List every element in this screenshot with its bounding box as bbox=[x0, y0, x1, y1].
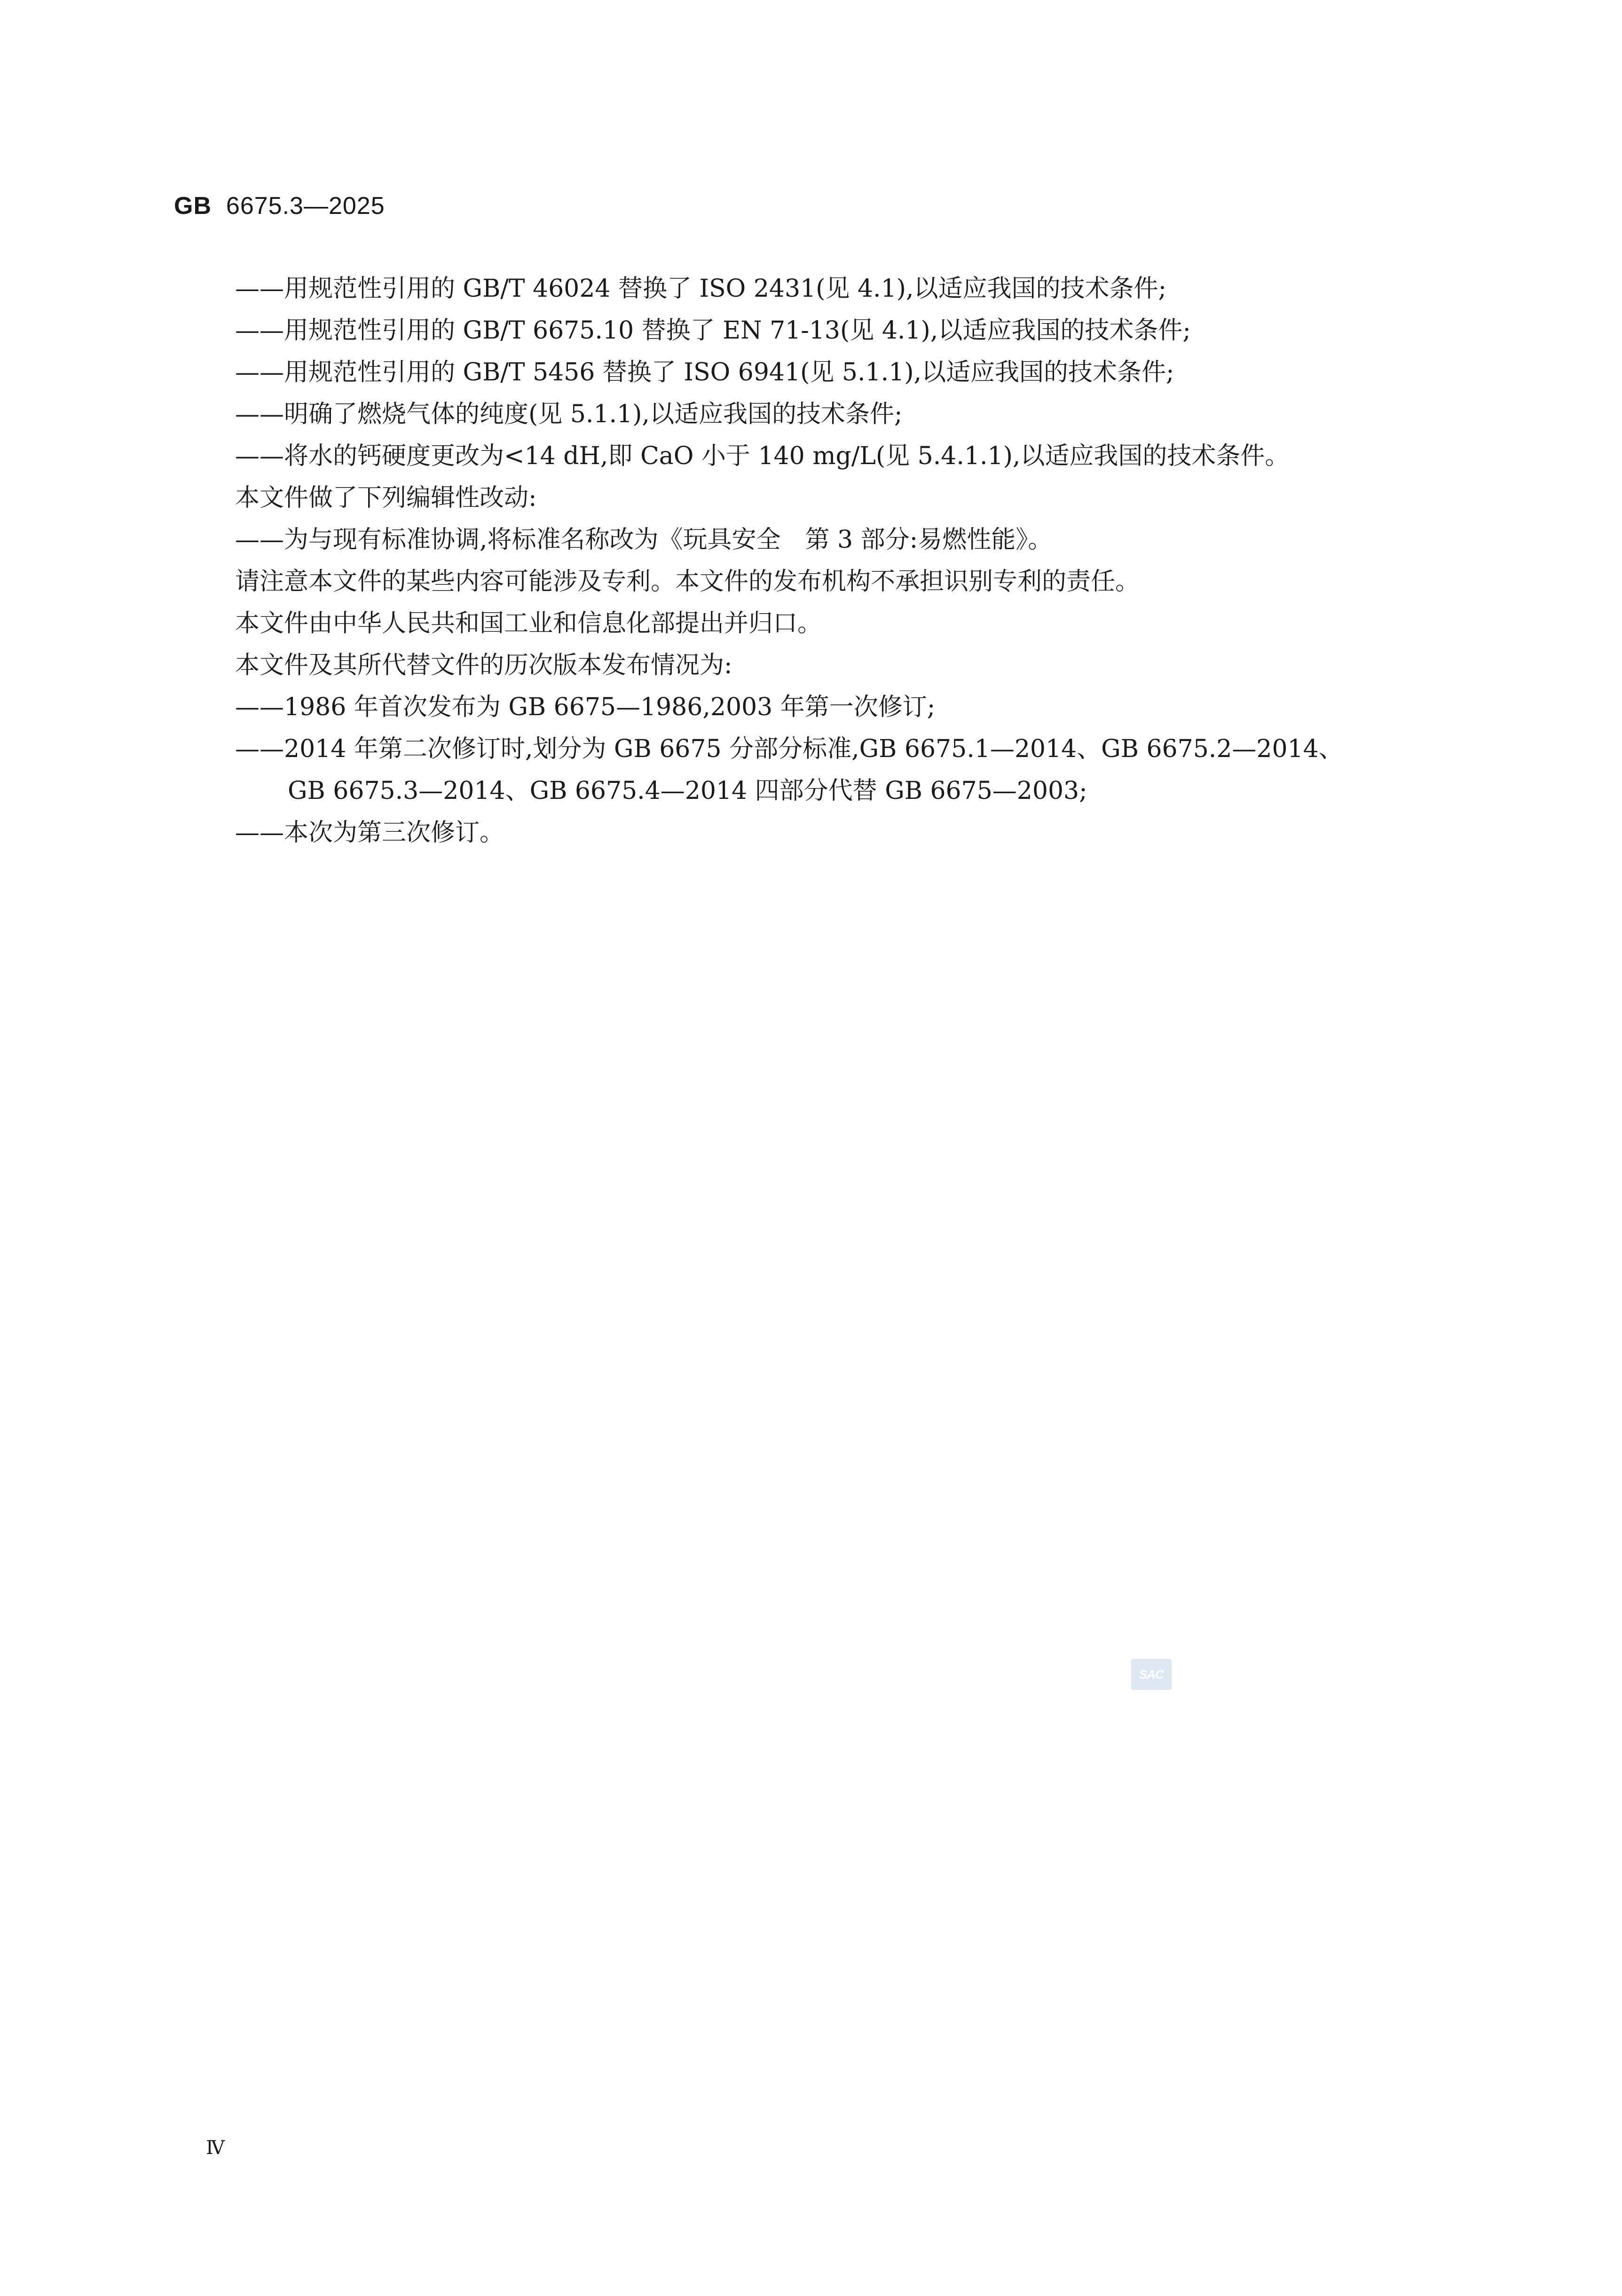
text-line: ——本次为第三次修订。 bbox=[235, 819, 504, 847]
document-body bbox=[235, 268, 1467, 854]
standard-code: 6675.3—2025 bbox=[226, 192, 385, 220]
document-header bbox=[174, 194, 385, 218]
page-number: Ⅳ bbox=[206, 2137, 225, 2159]
text-line: 请注意本文件的某些内容可能涉及专利。本文件的发布机构不承担识别专利的责任。 bbox=[235, 568, 1140, 596]
text-line: 本文件做了下列编辑性改动: bbox=[235, 484, 537, 512]
sac-watermark-logo: SAC bbox=[1131, 1659, 1172, 1690]
standard-prefix: GB bbox=[174, 192, 212, 220]
text-line: ——1986 年首次发布为 GB 6675—1986,2003 年第一次修订; bbox=[235, 693, 936, 721]
text-line: ——用规范性引用的 GB/T 6675.10 替换了 EN 71-13(见 4.1),以适应我国的技术条件; bbox=[235, 316, 1191, 345]
text-line: ——用规范性引用的 GB/T 46024 替换了 ISO 2431(见 4.1),以适应我国的技术条件; bbox=[235, 275, 1167, 303]
text-line: ——明确了燃烧气体的纯度(见 5.1.1),以适应我国的技术条件; bbox=[235, 400, 903, 428]
text-line: 本文件及其所代替文件的历次版本发布情况为: bbox=[235, 651, 732, 679]
text-line: ——2014 年第二次修订时,划分为 GB 6675 分部分标准,GB 6675.1—2014、GB 6675.2—2014、 bbox=[235, 735, 1343, 763]
text-line: 本文件由中华人民共和国工业和信息化部提出并归口。 bbox=[235, 609, 822, 638]
text-line: GB 6675.3—2014、GB 6675.4—2014 四部分代替 GB 6675—2003; bbox=[288, 777, 1087, 805]
text-line: ——为与现有标准协调,将标准名称改为《玩具安全 第 3 部分:易燃性能》。 bbox=[235, 526, 1053, 554]
text-line: ——将水的钙硬度更改为<14 dH,即 CaO 小于 140 mg/L(见 5.4.1.1),以适应我国的技术条件。 bbox=[235, 442, 1290, 470]
text-line: ——用规范性引用的 GB/T 5456 替换了 ISO 6941(见 5.1.1),以适应我国的技术条件; bbox=[235, 358, 1174, 387]
